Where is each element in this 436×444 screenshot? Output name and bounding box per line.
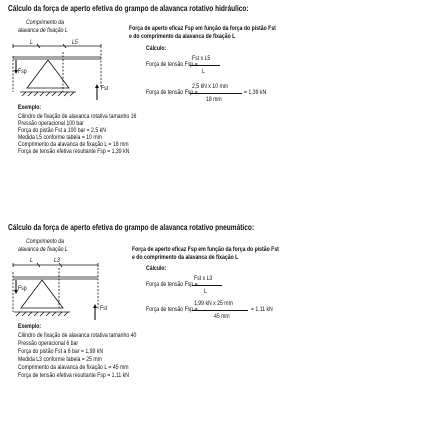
example-label: Exemplo:: [18, 104, 42, 111]
effective-force-text-line2: e do comprimento da alavanca de fixação L: [129, 33, 236, 40]
force-st-label: Fst: [101, 85, 109, 92]
force-st-label: Fst: [100, 305, 108, 312]
example-line: Cilindro de fixação de alavanca rotativa tamanho 40: [18, 332, 137, 339]
effective-force-text-line1: Força de aperto eficaz Fsp em função da força do pistão Fst: [129, 25, 276, 32]
formula2-lhs: Força de tensão Fsp =: [146, 89, 198, 96]
lever-length-label-line1: Comprimento da: [26, 238, 65, 245]
example-label: Exemplo:: [18, 323, 42, 330]
example-line: Comprimento da alavanca de fixação L = 45 mm: [18, 364, 129, 371]
formula1-denominator: L: [202, 68, 205, 75]
example-line: Pressão operacional 100 bar: [18, 120, 84, 127]
effective-force-text-line2: e do comprimento da alavanca de fixação L: [132, 254, 239, 261]
formula2-result: = 1,39 kN: [244, 89, 267, 96]
formula1-numerator: Fst x L5: [192, 55, 211, 62]
formula1-lhs: Força de tensão Fsp =: [146, 61, 198, 68]
formula2-result: = 1,11 kN: [251, 306, 273, 313]
formula2-denominator: 45 mm: [214, 313, 230, 320]
formula2-numerator: 2,5 kN x 10 mm: [192, 83, 229, 90]
section-title: Cálculo da força de aperto efetiva do grampo de alavanca rotativo hidráulico:: [8, 4, 249, 13]
example-line: Força do pistão Fst a 6 bar = 1,99 kN: [18, 348, 104, 355]
formula2-numerator: 1,99 kN x 25 mm: [194, 300, 233, 307]
example-line: Medida L5 conforme tabela = 10 mm: [18, 134, 102, 141]
dimension-l-label: L: [30, 39, 33, 46]
calculation-label: Cálculo:: [146, 45, 167, 52]
lever-length-label-line1: Comprimento da: [26, 19, 65, 26]
formula1-numerator: Fst x L3: [194, 275, 213, 282]
example-line: Pressão operacional 6 bar: [18, 340, 79, 347]
dimension-l-label: L: [30, 257, 33, 264]
example-line: Cilindro de fixação de alavanca rotativa tamanho 16: [18, 113, 137, 120]
example-line: Comprimento da alavanca de fixação L = 18 mm: [18, 141, 129, 148]
effective-force-text-line1: Força de aperto eficaz Fsp em função da força do pistão Fst: [132, 246, 279, 253]
formula2-lhs: Força de tensão Fsp =: [146, 306, 198, 313]
formula2-denominator: 18 mm: [206, 96, 222, 103]
lever-diagram-hydraulic: [13, 44, 101, 100]
lever-length-label-line2: alavanca de fixação L: [18, 246, 68, 253]
force-sp-label: Fsp: [18, 285, 27, 292]
example-line: Força do pistão Fst a 100 bar = 2,5 kN: [18, 127, 106, 134]
section-title: Cálculo da força de aperto efetiva do grampo de alavanca rotativo pneumático:: [8, 223, 255, 232]
force-sp-label: Fsp: [18, 68, 27, 75]
example-line: Força de tensão efetiva resultante Fsp = 1,39 kN: [18, 148, 130, 155]
dimension-l3-label: L3: [54, 257, 60, 264]
formula1-denominator: L: [204, 288, 207, 295]
example-line: Medida L3 conforme tabela = 25 mm: [18, 356, 102, 363]
lever-length-label-line2: alavanca de fixação L: [18, 27, 68, 34]
formula1-lhs: Força de tensão Fsp =: [146, 281, 198, 288]
dimension-l5-label: L5: [72, 39, 78, 46]
calculation-label: Cálculo:: [146, 265, 167, 272]
lever-diagram-pneumatic: [13, 263, 98, 320]
example-line: Força de tensão efetiva resultante Fsp = 1,11 kN: [18, 372, 129, 379]
